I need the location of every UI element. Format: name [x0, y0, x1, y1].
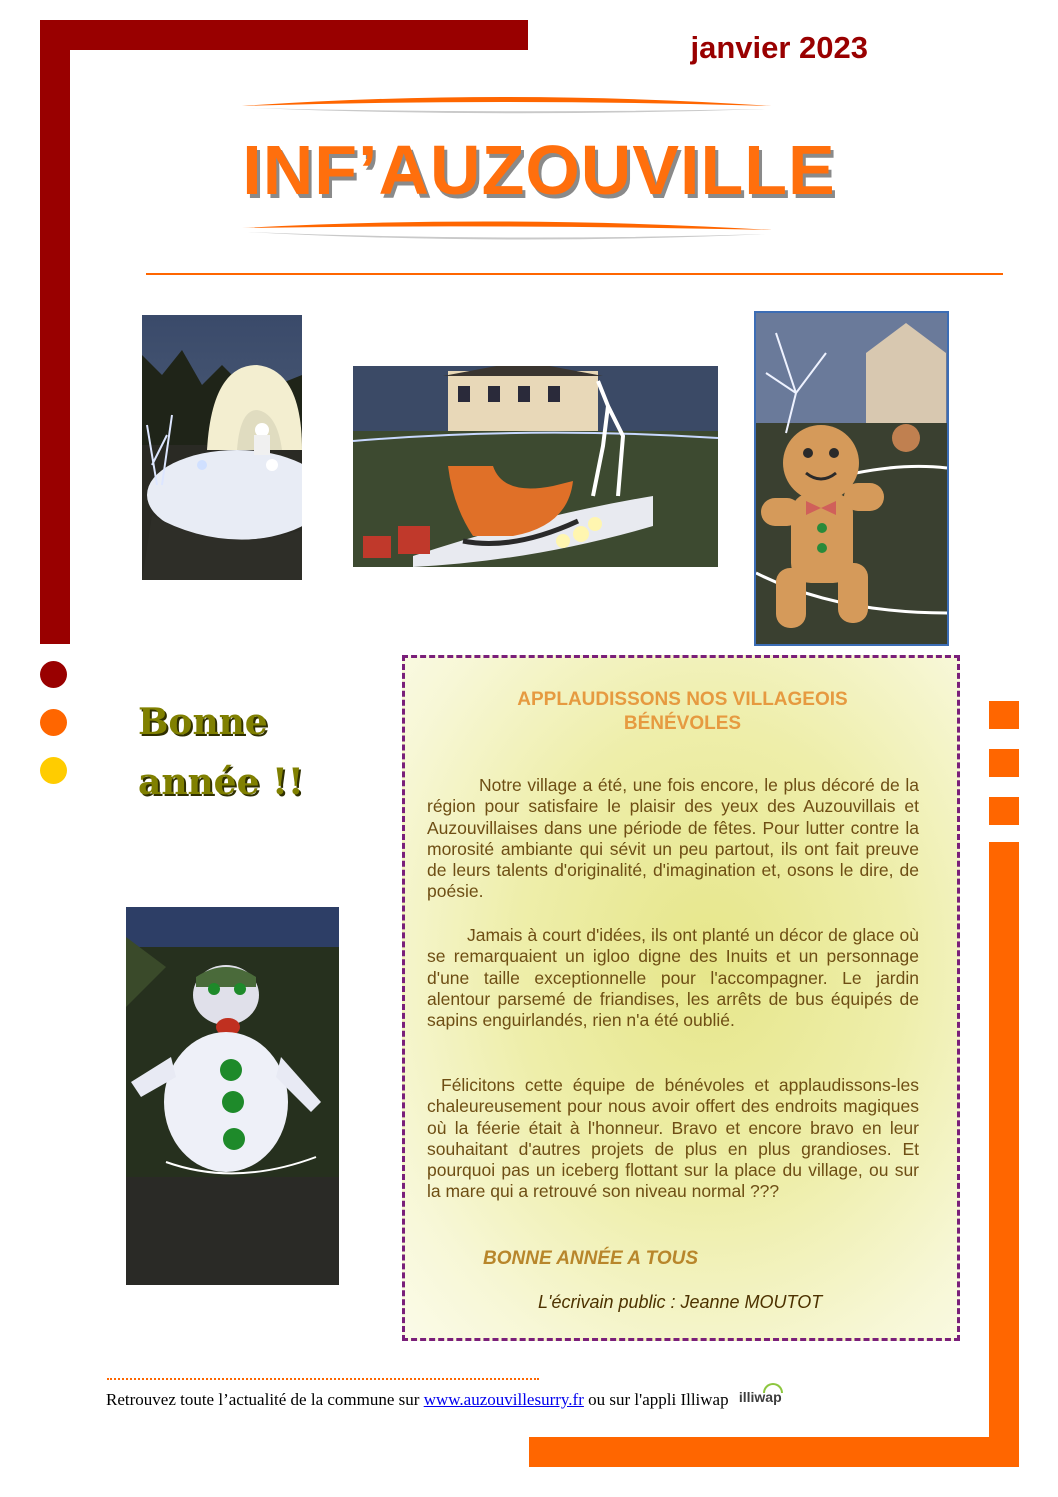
- right-orange-bar: [989, 842, 1019, 1467]
- bottom-swoosh-decoration: [240, 216, 775, 246]
- illiwap-logo[interactable]: [739, 1389, 782, 1405]
- paragraph-text: Notre village a été, une fois encore, le plus décoré de la région pour satisfaire le plaisir des yeux des Auzouvillais et Auzouvillaises dans une période de fêtes. Pour lutter contre la morosité ambiante qui sévit un peu partout, ils ont fait preuve de leurs talents d'originalité, d'imagination et, osons le dire, de poésie.: [427, 775, 919, 902]
- sleigh-photo: [353, 366, 718, 567]
- left-red-bar: [40, 20, 70, 644]
- footer-text-before: Retrouvez toute l’actualité de la commune sur: [106, 1390, 424, 1409]
- igloo-photo: [142, 315, 302, 580]
- orange-square-decoration: [989, 701, 1019, 729]
- orange-dot-decoration: [40, 709, 67, 736]
- footer-divider: [107, 1378, 539, 1380]
- orange-square-decoration: [989, 797, 1019, 825]
- red-dot-decoration: [40, 661, 67, 688]
- article-paragraph-3: [427, 1075, 919, 1203]
- wifi-icon: [763, 1383, 783, 1393]
- gingerbread-photo: [754, 311, 949, 646]
- issue-date: janvier 2023: [690, 30, 868, 65]
- closing-greeting: BONNE ANNÉE A TOUS: [483, 1248, 699, 1269]
- illiwap-logo-text: illiwap: [738, 1389, 782, 1405]
- header-divider: [146, 273, 1003, 275]
- paragraph-text: Félicitons cette équipe de bénévoles et applaudissons-les chaleureusement pour nous avoir offert des endroits magiques où la féerie était à l'honneur. Bravo et encore bravo en leur souhaitant d'autres projets de plus en plus grandioses. Et pourquoi pas un iceberg flottant sur la place du village, ou sur la mare qui a retrouvé son niveau normal ???: [427, 1075, 919, 1202]
- article-paragraph-2: [427, 925, 919, 1031]
- footer-text-after: ou sur l'appli Illiwap: [583, 1390, 729, 1409]
- greeting-line-2: année !!: [138, 761, 304, 803]
- newsletter-title: INF’AUZOUVILLE: [242, 131, 836, 209]
- snowman-photo: [126, 907, 339, 1285]
- article-paragraph-1: [427, 775, 919, 903]
- bottom-orange-bar: [529, 1437, 1019, 1467]
- footer-text: [106, 1390, 782, 1410]
- article-title: APPLAUDISSONS NOS VILLAGEOIS BÉNÉVOLES: [517, 689, 848, 734]
- greeting-text: [138, 692, 304, 812]
- yellow-dot-decoration: [40, 757, 67, 784]
- greeting-line-1: Bonne: [138, 701, 268, 743]
- top-red-bar: [40, 20, 528, 50]
- article-signature: L'écrivain public : Jeanne MOUTOT: [538, 1292, 823, 1312]
- top-swoosh-decoration: [240, 92, 775, 118]
- orange-square-decoration: [989, 749, 1019, 777]
- website-link[interactable]: www.auzouvillesurry.fr: [423, 1390, 584, 1409]
- paragraph-text: Jamais à court d'idées, ils ont planté un décor de glace où se remarquaient un igloo digne des Inuits et un personnage d'une taille exceptionnelle pour l'accompagner. Le jardin alentour parsemé de friandises, les arrêts de bus équipés de sapins enguirlandés, rien n'a été oublié.: [427, 925, 919, 1031]
